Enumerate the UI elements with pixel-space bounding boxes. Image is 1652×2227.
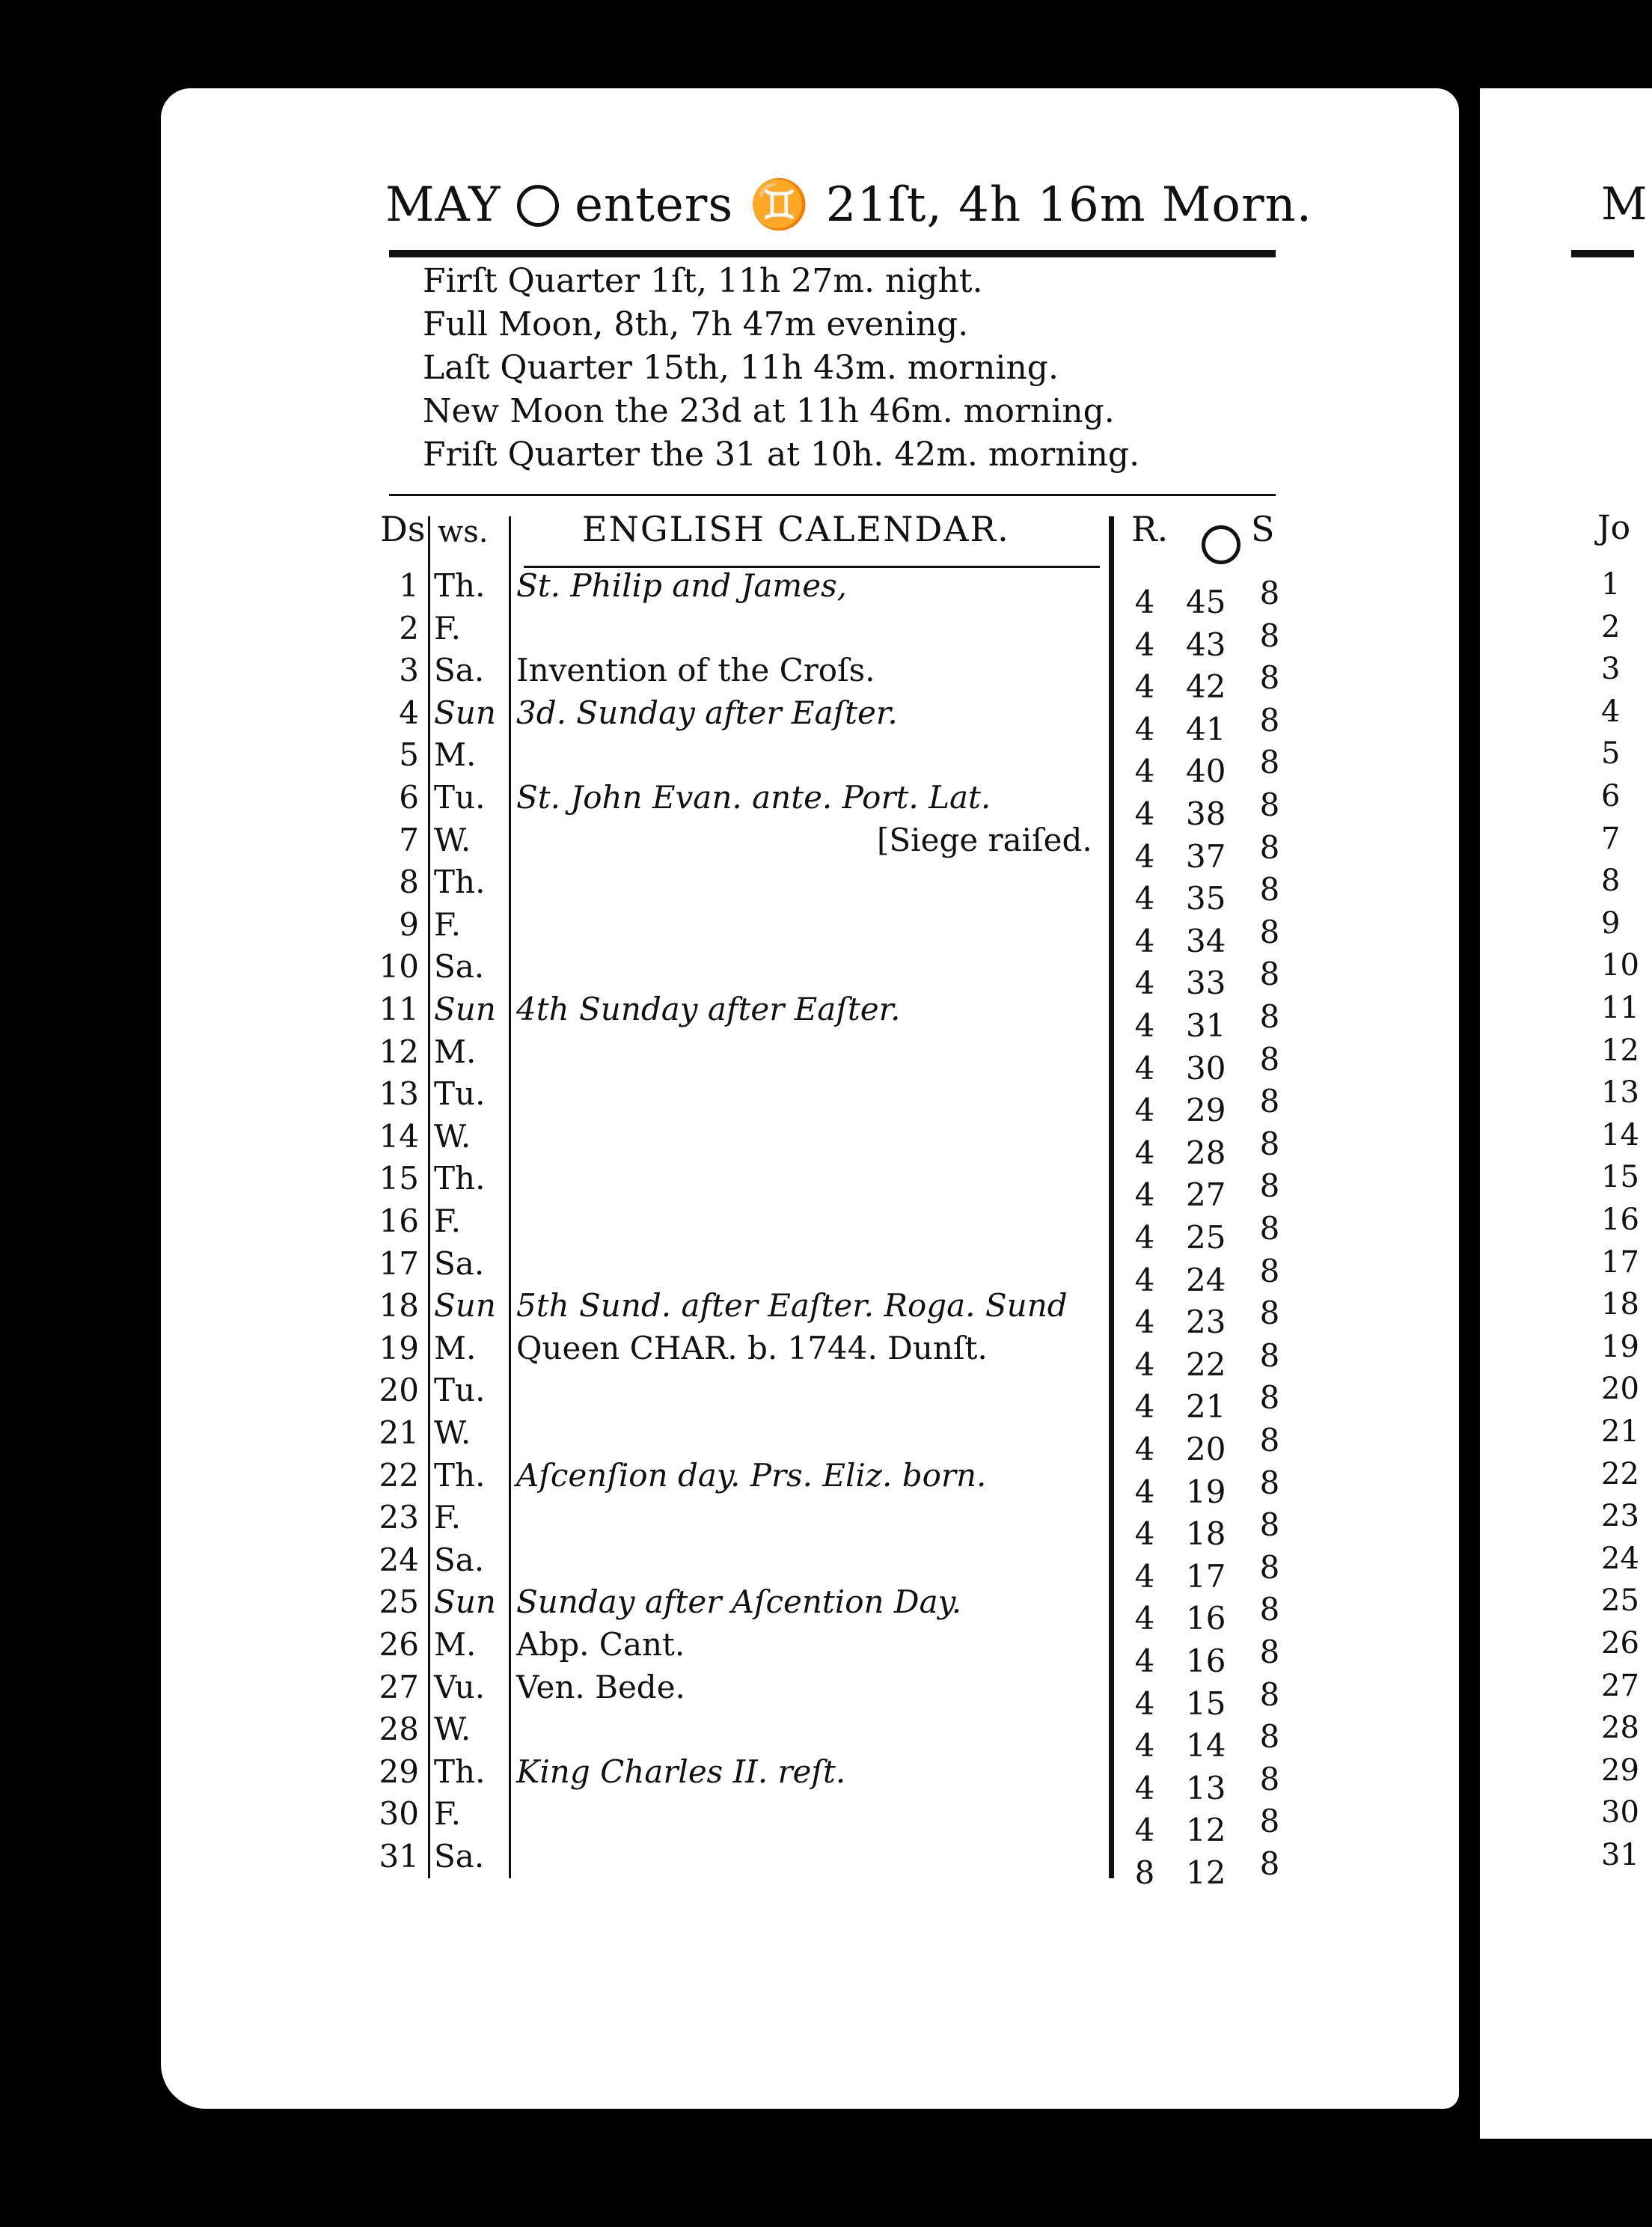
- facing-day-number: 10: [1601, 948, 1639, 983]
- weekday: Sa.: [434, 652, 485, 688]
- sunrise-minute: 18: [1186, 1515, 1226, 1552]
- weekday: Th.: [434, 567, 486, 604]
- sunrise-hour: 4: [1134, 880, 1155, 917]
- sunrise-hour: 4: [1134, 1558, 1155, 1595]
- sunrise-minute: 17: [1186, 1558, 1226, 1595]
- sunrise-hour: 4: [1134, 1007, 1155, 1044]
- sunrise-minute: 37: [1186, 838, 1226, 875]
- sunset-hour: 8: [1259, 829, 1280, 866]
- sunset-hour: 8: [1259, 998, 1280, 1035]
- weekday: Sun: [434, 991, 496, 1027]
- facing-day-number: 8: [1601, 864, 1621, 898]
- sunrise-minute: 42: [1186, 668, 1226, 705]
- sunrise-minute: 20: [1186, 1431, 1226, 1467]
- facing-day-number: 21: [1601, 1414, 1639, 1449]
- weekday: F.: [434, 1203, 461, 1239]
- day-number: 5: [399, 736, 419, 773]
- day-number: 20: [379, 1372, 419, 1408]
- sunset-hour: 8: [1259, 1676, 1280, 1713]
- facing-day-number: 22: [1601, 1457, 1639, 1491]
- weekday: W.: [434, 822, 471, 858]
- sunset-hour: 8: [1259, 1167, 1280, 1204]
- event-text: 4th Sunday after Eaſter.: [516, 991, 901, 1027]
- title-rule: [389, 250, 1276, 257]
- sunrise-minute: 16: [1186, 1643, 1226, 1679]
- weekday: M.: [434, 736, 477, 773]
- col-weekdays-header: ws.: [438, 515, 489, 549]
- day-number: 2: [399, 610, 419, 647]
- weekday: F.: [434, 1499, 461, 1536]
- facing-day-number: 28: [1601, 1711, 1639, 1745]
- col-divider: [1109, 516, 1114, 1878]
- sunset-hour: 8: [1259, 1125, 1280, 1162]
- facing-day-number: 15: [1601, 1160, 1639, 1194]
- sunset-hour: 8: [1259, 1718, 1280, 1755]
- sunrise-hour: 4: [1134, 753, 1155, 789]
- sunset-hour: 8: [1259, 1379, 1280, 1416]
- sunset-hour: 8: [1259, 1591, 1280, 1628]
- phase-line: Firſt Quarter 1ſt, 11h 27m. night.: [423, 262, 983, 300]
- event-text: [Siege raiſed.: [877, 822, 1092, 858]
- sunrise-hour: 4: [1134, 1643, 1155, 1679]
- facing-day-number: 13: [1601, 1075, 1639, 1110]
- weekday: Sa.: [434, 948, 485, 985]
- day-number: 4: [399, 694, 419, 731]
- day-number: 14: [379, 1118, 419, 1155]
- sunrise-minute: 16: [1186, 1600, 1226, 1637]
- sunset-hour: 8: [1259, 1253, 1280, 1289]
- sunrise-minute: 40: [1186, 753, 1226, 789]
- facing-day-number: 16: [1601, 1203, 1639, 1237]
- sunrise-hour: 4: [1134, 1431, 1155, 1467]
- sunrise-hour: 4: [1134, 838, 1155, 875]
- weekday: Sun: [434, 694, 496, 731]
- weekday: Sa.: [434, 1838, 485, 1875]
- sunrise-hour: 4: [1134, 1812, 1155, 1848]
- phase-line: Full Moon, 8th, 7h 47m evening.: [423, 305, 969, 343]
- sunrise-hour: 4: [1134, 1346, 1155, 1383]
- facing-day-number: 3: [1601, 652, 1621, 686]
- sunrise-hour: 4: [1134, 1685, 1155, 1722]
- day-number: 22: [379, 1457, 419, 1494]
- day-number: 23: [379, 1499, 419, 1536]
- sunrise-hour: 4: [1134, 1770, 1155, 1806]
- sunrise-minute: 14: [1186, 1727, 1226, 1764]
- sunrise-minute: 29: [1186, 1092, 1226, 1128]
- sunrise-hour: 4: [1134, 923, 1155, 959]
- weekday: M.: [434, 1033, 477, 1070]
- weekday: F.: [434, 1795, 461, 1832]
- weekday: Sa.: [434, 1245, 485, 1282]
- day-number: 19: [379, 1330, 419, 1366]
- event-text: Sunday after Aſcention Day.: [516, 1583, 962, 1620]
- sunrise-hour: 4: [1134, 1134, 1155, 1171]
- sunset-hour: 8: [1259, 1634, 1280, 1670]
- facing-day-number: 9: [1601, 906, 1621, 941]
- sunrise-minute: 12: [1186, 1812, 1226, 1848]
- day-number: 29: [379, 1753, 419, 1790]
- sunset-hour: 8: [1259, 659, 1280, 696]
- weekday: Sun: [434, 1583, 496, 1620]
- facing-day-number: 29: [1601, 1753, 1639, 1788]
- event-text: Abp. Cant.: [516, 1626, 685, 1663]
- sunset-hour: 8: [1259, 1422, 1280, 1458]
- weekday: Th.: [434, 864, 486, 900]
- sunrise-hour: 4: [1134, 1727, 1155, 1764]
- weekday: W.: [434, 1711, 471, 1747]
- sunset-hour: 8: [1259, 702, 1280, 739]
- sunrise-minute: 23: [1186, 1304, 1226, 1340]
- weekday: M.: [434, 1626, 477, 1663]
- event-text: St. Philip and James,: [516, 567, 847, 604]
- sunrise-minute: 15: [1186, 1685, 1226, 1722]
- event-text: Ven. Bede.: [516, 1669, 685, 1705]
- event-text: King Charles II. reſt.: [516, 1753, 846, 1790]
- sunset-hour: 8: [1259, 617, 1280, 654]
- phase-line: Friſt Quarter the 31 at 10h. 42m. morning.: [423, 436, 1140, 474]
- day-number: 1: [399, 567, 419, 604]
- day-number: 16: [379, 1203, 419, 1239]
- sunrise-hour: 8: [1134, 1854, 1155, 1891]
- weekday: F.: [434, 610, 461, 647]
- day-number: 15: [379, 1160, 419, 1197]
- event-text: 3d. Sunday after Eaſter.: [516, 694, 898, 731]
- day-number: 24: [379, 1542, 419, 1578]
- day-number: 11: [379, 991, 419, 1027]
- col-divider: [428, 516, 430, 1878]
- sunset-hour: 8: [1259, 1464, 1280, 1501]
- facing-page: [1480, 88, 1652, 2139]
- month-name: MAY: [385, 177, 501, 233]
- facing-day-number: 1: [1601, 567, 1621, 602]
- book-gutter: [1459, 88, 1480, 2139]
- event-text: 5th Sund. after Eaſter. Roga. Sund: [516, 1287, 1068, 1324]
- facing-day-number: 19: [1601, 1330, 1639, 1364]
- month-title-rest: enters ♊ 21ſt, 4h 16m Morn.: [575, 177, 1313, 233]
- day-number: 12: [379, 1033, 419, 1070]
- phase-line: New Moon the 23d at 11h 46m. morning.: [423, 392, 1115, 430]
- day-number: 8: [399, 864, 419, 900]
- weekday: Th.: [434, 1457, 486, 1494]
- day-number: 30: [379, 1795, 419, 1832]
- facing-day-number: 12: [1601, 1033, 1639, 1068]
- sunset-hour: 8: [1259, 575, 1280, 611]
- weekday: Tu.: [434, 1372, 486, 1408]
- sunrise-minute: 35: [1186, 880, 1226, 917]
- sunrise-hour: 4: [1134, 584, 1155, 620]
- day-number: 10: [379, 948, 419, 985]
- col-divider: [509, 516, 511, 1878]
- sun-icon: [1202, 525, 1240, 564]
- weekday: M.: [434, 1330, 477, 1366]
- day-number: 26: [379, 1626, 419, 1663]
- facing-day-number: 27: [1601, 1669, 1639, 1703]
- event-text: Invention of the Croſs.: [516, 652, 875, 688]
- sunrise-minute: 33: [1186, 965, 1226, 1001]
- weekday: Sa.: [434, 1542, 485, 1578]
- facing-day-number: 17: [1601, 1245, 1639, 1280]
- sunrise-hour: 4: [1134, 711, 1155, 748]
- facing-day-number: 6: [1601, 779, 1621, 813]
- facing-day-number: 11: [1601, 991, 1639, 1025]
- facing-day-number: 5: [1601, 736, 1621, 771]
- col-calendar-header: ENGLISH CALENDAR.: [582, 509, 1010, 549]
- sunrise-minute: 38: [1186, 795, 1226, 832]
- sunrise-minute: 27: [1186, 1176, 1226, 1213]
- sunrise-minute: 45: [1186, 584, 1226, 620]
- day-number: 13: [379, 1075, 419, 1112]
- sunset-hour: 8: [1259, 1506, 1280, 1543]
- weekday: Th.: [434, 1753, 486, 1790]
- facing-day-number: 20: [1601, 1372, 1639, 1406]
- day-number: 21: [379, 1414, 419, 1451]
- weekday: Tu.: [434, 1075, 486, 1112]
- col-days-header: Ds: [380, 509, 426, 549]
- sunrise-hour: 4: [1134, 668, 1155, 705]
- event-text: Queen CHAR. b. 1744. Dunſt.: [516, 1330, 988, 1366]
- sunrise-minute: 13: [1186, 1770, 1226, 1806]
- sunrise-minute: 12: [1186, 1854, 1226, 1891]
- facing-day-number: 25: [1601, 1583, 1639, 1618]
- sunset-hour: 8: [1259, 744, 1280, 780]
- phase-rule: [389, 494, 1276, 496]
- sunrise-minute: 22: [1186, 1346, 1226, 1383]
- day-number: 17: [379, 1245, 419, 1282]
- sunrise-minute: 31: [1186, 1007, 1226, 1044]
- facing-day-number: 24: [1601, 1542, 1639, 1576]
- sunset-hour: 8: [1259, 1083, 1280, 1119]
- sunrise-hour: 4: [1134, 1176, 1155, 1213]
- facing-col-header: Jo: [1597, 509, 1631, 547]
- col-sets-header: S: [1251, 509, 1275, 549]
- sunrise-minute: 28: [1186, 1134, 1226, 1171]
- facing-day-number: 26: [1601, 1626, 1639, 1661]
- facing-day-number: 30: [1601, 1795, 1639, 1830]
- weekday: Th.: [434, 1160, 486, 1197]
- weekday: Tu.: [434, 779, 486, 816]
- facing-day-number: 23: [1601, 1499, 1639, 1533]
- day-number: 31: [379, 1838, 419, 1875]
- sunrise-minute: 21: [1186, 1388, 1226, 1425]
- sunset-hour: 8: [1259, 786, 1280, 823]
- day-number: 28: [379, 1711, 419, 1747]
- sunrise-hour: 4: [1134, 965, 1155, 1001]
- day-number: 25: [379, 1583, 419, 1620]
- event-text: St. John Evan. ante. Port. Lat.: [516, 779, 991, 816]
- facing-day-number: 4: [1601, 694, 1621, 729]
- weekday: Sun: [434, 1287, 496, 1324]
- sunrise-hour: 4: [1134, 626, 1155, 663]
- sunrise-hour: 4: [1134, 1050, 1155, 1087]
- sunset-hour: 8: [1259, 1337, 1280, 1374]
- weekday: W.: [434, 1118, 471, 1155]
- sunset-hour: 8: [1259, 871, 1280, 908]
- sunset-hour: 8: [1259, 1210, 1280, 1247]
- facing-day-number: 31: [1601, 1838, 1639, 1872]
- sunset-hour: 8: [1259, 1041, 1280, 1078]
- sunset-hour: 8: [1259, 1549, 1280, 1586]
- sunset-hour: 8: [1259, 1295, 1280, 1331]
- facing-day-number: 7: [1601, 822, 1621, 856]
- day-number: 27: [379, 1669, 419, 1705]
- sunrise-minute: 34: [1186, 923, 1226, 959]
- day-number: 7: [399, 822, 419, 858]
- sunrise-hour: 4: [1134, 1262, 1155, 1298]
- sunrise-hour: 4: [1134, 1515, 1155, 1552]
- weekday: F.: [434, 906, 461, 943]
- sunrise-hour: 4: [1134, 1473, 1155, 1510]
- weekday: W.: [434, 1414, 471, 1451]
- day-number: 18: [379, 1287, 419, 1324]
- sunrise-minute: 19: [1186, 1473, 1226, 1510]
- sunrise-minute: 30: [1186, 1050, 1226, 1087]
- sunset-hour: 8: [1259, 1845, 1280, 1882]
- facing-day-number: 18: [1601, 1287, 1639, 1322]
- day-number: 6: [399, 779, 419, 816]
- sunrise-hour: 4: [1134, 1600, 1155, 1637]
- sunrise-hour: 4: [1134, 1304, 1155, 1340]
- facing-rule: [1571, 250, 1634, 257]
- facing-day-number: 14: [1601, 1118, 1639, 1152]
- event-text: Aſcenſion day. Prs. Eliz. born.: [516, 1457, 987, 1494]
- phase-line: Laſt Quarter 15th, 11h 43m. morning.: [423, 349, 1059, 387]
- sunrise-minute: 24: [1186, 1262, 1226, 1298]
- sunset-hour: 8: [1259, 914, 1280, 950]
- sunset-hour: 8: [1259, 1803, 1280, 1839]
- day-number: 9: [399, 906, 419, 943]
- sunrise-hour: 4: [1134, 1219, 1155, 1256]
- facing-title: M: [1601, 178, 1648, 230]
- sunrise-hour: 4: [1134, 1092, 1155, 1128]
- month-title: [385, 177, 1312, 233]
- sunrise-hour: 4: [1134, 795, 1155, 832]
- sunset-hour: 8: [1259, 1761, 1280, 1797]
- sunrise-minute: 41: [1186, 711, 1226, 748]
- sunset-hour: 8: [1259, 956, 1280, 992]
- sunrise-minute: 25: [1186, 1219, 1226, 1256]
- sunrise-hour: 4: [1134, 1388, 1155, 1425]
- sunrise-minute: 43: [1186, 626, 1226, 663]
- facing-day-number: 2: [1601, 610, 1621, 644]
- day-number: 3: [399, 652, 419, 688]
- weekday: Vu.: [434, 1669, 486, 1705]
- col-rises-header: R.: [1131, 509, 1169, 549]
- sun-icon: [517, 185, 559, 227]
